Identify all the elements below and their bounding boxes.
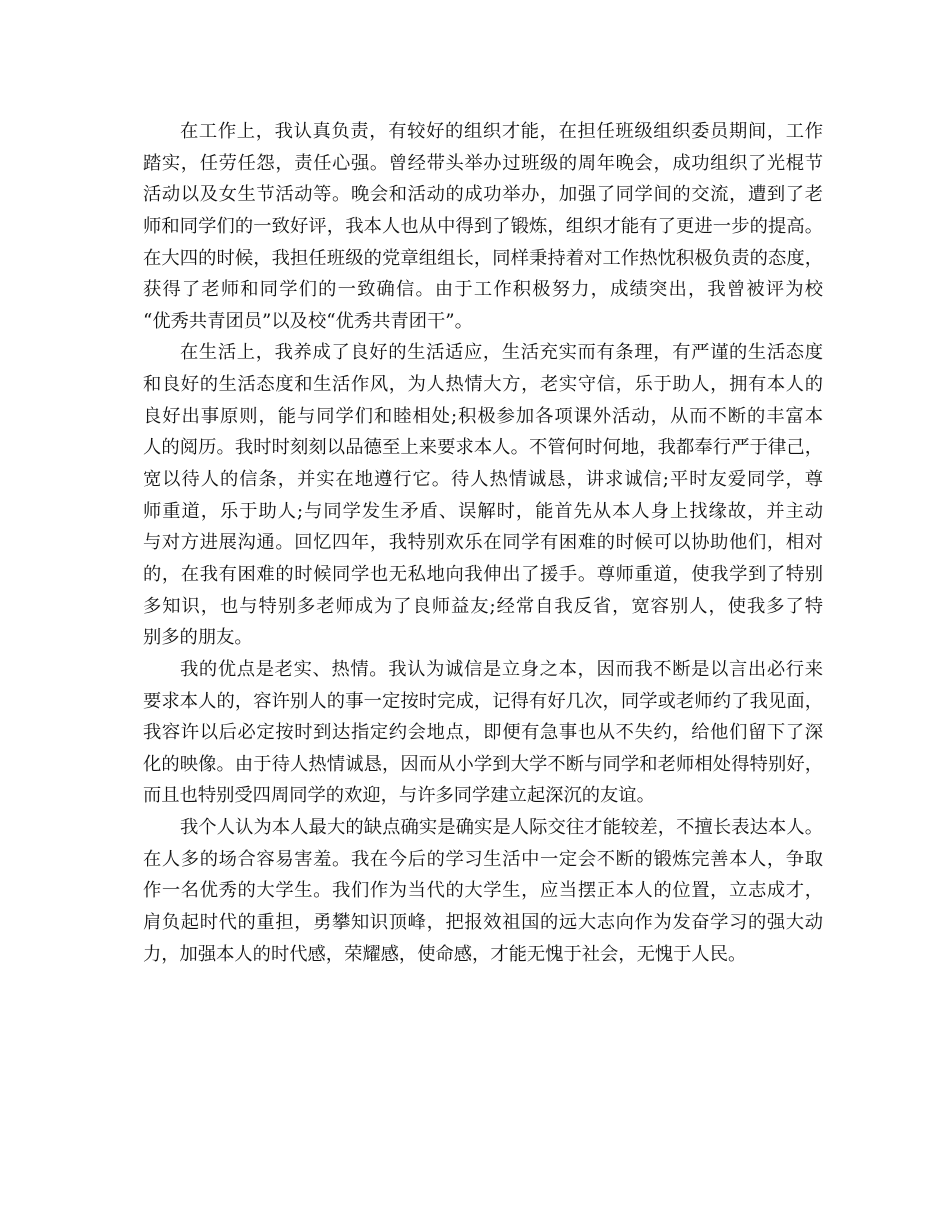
text-line: 和良好的生活态度和生活作风，为人热情大方，老实守信，乐于助人，拥有本人的 (143, 374, 823, 396)
text-line: 要求本人的，容许别人的事一定按时完成，记得有好几次，同学或老师约了我见面， (143, 690, 823, 712)
text-line: 师重道，乐于助人;与同学发生矛盾、误解时，能首先从本人身上找缘故，并主动 (143, 500, 823, 522)
text-line: 我容许以后必定按时到达指定约会地点，即便有急事也从不失约，给他们留下了深 (143, 722, 823, 744)
text-line: 在生活上，我养成了良好的生活适应，生活充实而有条理，有严谨的生活态度 (180, 342, 823, 364)
text-line: 作一名优秀的大学生。我们作为当代的大学生，应当摆正本人的位置，立志成才， (143, 880, 823, 902)
text-line: 而且也特别受四周同学的欢迎，与许多同学建立起深沉的友谊。 (143, 785, 655, 807)
text-line: 良好出事原则，能与同学们和睦相处;积极参加各项课外活动，从而不断的丰富本 (143, 405, 823, 427)
text-line: 的，在我有困难的时候同学也无私地向我伸出了援手。尊师重道，使我学到了特别 (143, 563, 823, 585)
text-line: 我个人认为本人最大的缺点确实是确实是人际交往才能较差，不擅长表达本人。 (180, 817, 823, 839)
text-line: 在工作上，我认真负责，有较好的组织才能，在担任班级组织委员期间，工作 (180, 121, 823, 142)
text-line: 化的映像。由于待人热情诚恳，因而从小学到大学不断与同学和老师相处得特别好， (143, 753, 823, 775)
paragraph-life (143, 337, 823, 653)
paragraph-weaknesses (143, 812, 823, 970)
text-line: 与对方进展沟通。回忆四年，我特别欢乐在同学有困难的时候可以协助他们，相对 (143, 532, 823, 554)
text-line: 踏实，任劳任怨，责任心强。曾经带头举办过班级的周年晚会，成功组织了光棍节 (143, 152, 823, 174)
text-line: 宽以待人的信条，并实在地遵行它。待人热情诚恳，讲求诚信;平时友爱同学，尊 (143, 469, 823, 491)
text-line: 人的阅历。我时时刻刻以品德至上来要求本人。不管何时何地，我都奉行严于律己， (143, 437, 823, 459)
paragraph-work (143, 116, 823, 337)
text-line: 获得了老师和同学们的一致确信。由于工作积极努力，成绩突出，我曾被评为校 (143, 279, 823, 301)
text-line: 在人多的场合容易害羞。我在今后的学习生活中一定会不断的锻炼完善本人，争取 (143, 848, 823, 870)
text-line: 师和同学们的一致好评，我本人也从中得到了锻炼，组织才能有了更进一步的提高。 (143, 215, 823, 237)
text-line: 肩负起时代的重担，勇攀知识顶峰，把报效祖国的远大志向作为发奋学习的强大动 (143, 912, 823, 934)
text-line: 力，加强本人的时代感，荣耀感，使命感，才能无愧于社会，无愧于人民。 (143, 943, 747, 965)
text-line: 在大四的时候，我担任班级的党章组组长，同样秉持着对工作热忱积极负责的态度， (143, 247, 823, 269)
document-body (143, 116, 823, 970)
text-line: 多知识，也与特别多老师成为了良师益友;经常自我反省，宽容别人，使我多了特 (143, 595, 823, 617)
text-line: 我的优点是老实、热情。我认为诚信是立身之本，因而我不断是以言出必行来 (180, 658, 823, 680)
text-line: 活动以及女生节活动等。晚会和活动的成功举办，加强了同学间的交流，遭到了老 (143, 184, 823, 206)
text-line: 别多的朋友。 (143, 627, 253, 649)
text-line: “优秀共青团员”以及校“优秀共青团干”。 (143, 310, 473, 332)
paragraph-strengths (143, 654, 823, 812)
